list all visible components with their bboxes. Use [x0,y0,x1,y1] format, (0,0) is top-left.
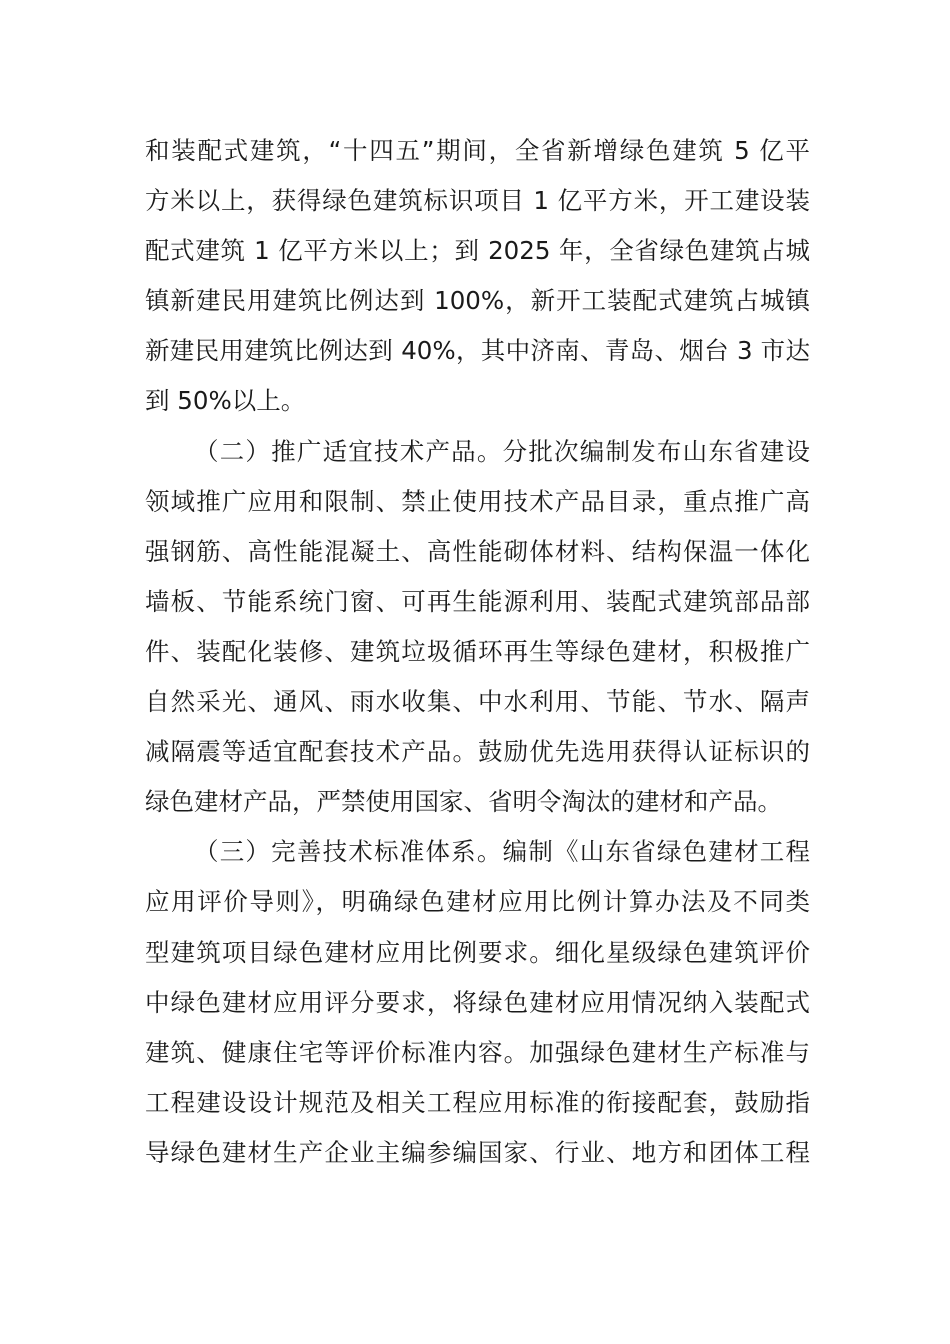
text-line: 配式建筑 1 亿平方米以上；到 2025 年，全省绿色建筑占城 [145,236,810,266]
text-line: 中绿色建材应用评分要求，将绿色建材应用情况纳入装配式 [145,987,810,1017]
text-line: 和装配式建筑，“十四五”期间，全省新增绿色建筑 5 亿平 [145,136,810,165]
text-line: 强钢筋、高性能混凝土、高性能砌体材料、结构保温一体化 [145,536,810,566]
text-line: 导绿色建材生产企业主编参编国家、行业、地方和团体工程 [145,1137,810,1167]
paragraph-heading-line: （三）完善技术标准体系。编制《山东省绿色建材工程 [194,837,810,867]
text-line: 建筑、健康住宅等评价标准内容。加强绿色建材生产标准与 [145,1037,810,1067]
text-line: 型建筑项目绿色建材应用比例要求。细化星级绿色建筑评价 [145,937,810,967]
text-line: 方米以上，获得绿色建筑标识项目 1 亿平方米，开工建设装 [145,186,810,216]
text-line: 到 50%以上。 [145,386,306,416]
text-line: 件、装配化装修、建筑垃圾循环再生等绿色建材，积极推广 [145,636,810,666]
text-line: 工程建设设计规范及相关工程应用标准的衔接配套，鼓励指 [145,1087,810,1117]
text-line: 镇新建民用建筑比例达到 100%，新开工装配式建筑占城镇 [145,286,810,316]
text-line: 自然采光、通风、雨水收集、中水利用、节能、节水、隔声 [145,687,810,717]
text-line: 绿色建材产品，严禁使用国家、省明令淘汰的建材和产品。 [145,787,782,817]
text-line: 应用评价导则》，明确绿色建材应用比例计算办法及不同类 [145,887,810,917]
text-line: 新建民用建筑比例达到 40%，其中济南、青岛、烟台 3 市达 [145,336,810,366]
text-line: 墙板、节能系统门窗、可再生能源利用、装配式建筑部品部 [145,586,810,616]
text-line: 减隔震等适宜配套技术产品。鼓励优先选用获得认证标识的 [145,737,810,767]
text-line: 领域推广应用和限制、禁止使用技术产品目录，重点推广高 [145,486,810,516]
paragraph-heading-line: （二）推广适宜技术产品。分批次编制发布山东省建设 [194,436,810,466]
document-body [145,126,810,1178]
